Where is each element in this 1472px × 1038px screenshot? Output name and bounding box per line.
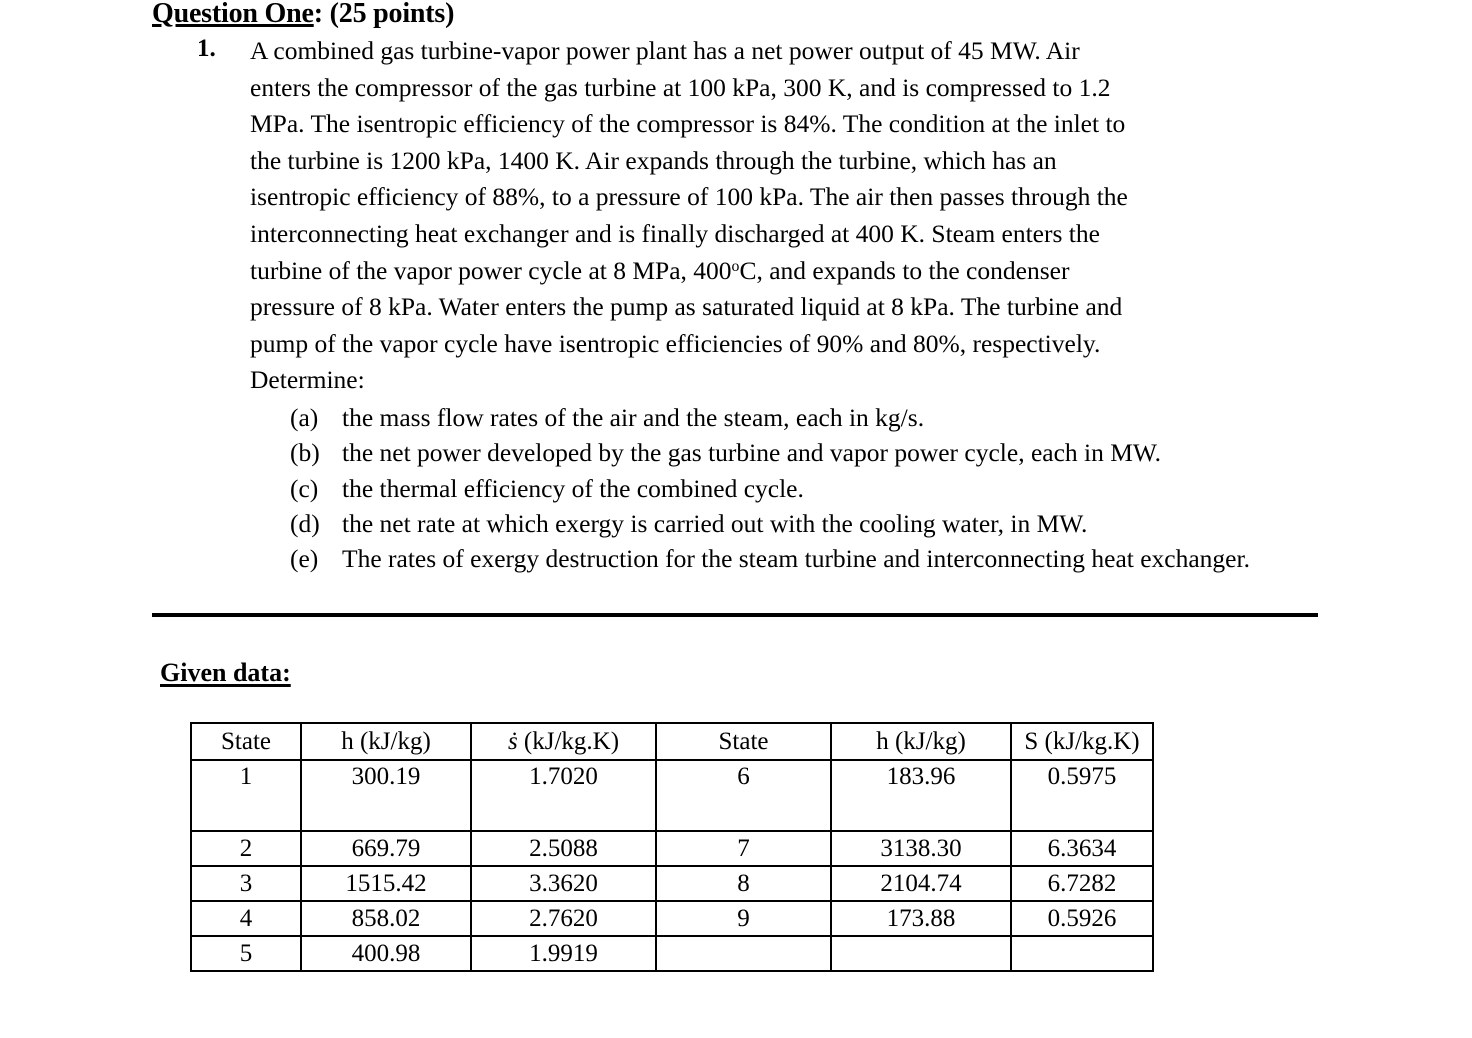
paragraph-line: enters the compressor of the gas turbine at 100 kPa, 300 K, and is compressed to 1.2 <box>250 72 1111 102</box>
given-data-table-wrapper <box>190 722 1154 972</box>
table-row <box>191 831 1153 866</box>
cell-state2 <box>656 936 831 971</box>
sub-question-c-marker: (c) <box>290 473 319 503</box>
cell-state2: 8 <box>656 866 831 901</box>
table-row <box>191 866 1153 901</box>
given-data-table <box>190 722 1154 972</box>
sub-question-b-text: the net power developed by the gas turbine and vapor power cycle, each in MW. <box>342 438 1162 468</box>
sub-question-a-marker: (a) <box>290 402 319 432</box>
th-entropy-left <box>471 723 656 760</box>
sub-question-list <box>290 400 1322 576</box>
cell-s2 <box>1011 936 1153 971</box>
problem-paragraph <box>250 33 1330 576</box>
paragraph-line: MPa. The isentropic efficiency of the compressor is 84%. The condition at the inlet to <box>250 109 1126 139</box>
cell-state2: 9 <box>656 901 831 936</box>
entropy-dot-symbol: ṡ <box>507 728 518 755</box>
cell-s: 1.9919 <box>471 936 656 971</box>
sub-question-c-text: the thermal efficiency of the combined cycle. <box>342 473 804 503</box>
cell-s2: 6.7282 <box>1011 866 1153 901</box>
sub-question-e-text: The rates of exergy destruction for the steam turbine and interconnecting heat exchanger. <box>342 544 1250 574</box>
cell-s2: 6.3634 <box>1011 831 1153 866</box>
paragraph-line-degree: turbine of the vapor power cycle at 8 MPa, 400$^o$C, and expands to the condenser <box>250 255 1070 285</box>
entropy-units: (kJ/kg.K) <box>517 728 620 755</box>
question-heading-underlined: Question One <box>152 0 314 29</box>
sub-question-a <box>290 400 1322 435</box>
paragraph-line-determine: Determine: <box>250 365 365 395</box>
table-row <box>191 936 1153 971</box>
sub-question-b-marker: (b) <box>290 438 320 468</box>
cell-s: 2.7620 <box>471 901 656 936</box>
cell-h2: 183.96 <box>831 760 1011 831</box>
cell-s2: 0.5926 <box>1011 901 1153 936</box>
sub-question-e-marker: (e) <box>290 544 319 574</box>
cell-s: 3.3620 <box>471 866 656 901</box>
cell-state: 3 <box>191 866 301 901</box>
sub-question-d <box>290 506 1322 541</box>
sub-question-a-text: the mass flow rates of the air and the steam, each in kg/s. <box>342 402 925 432</box>
cell-h: 300.19 <box>301 760 471 831</box>
cell-state: 4 <box>191 901 301 936</box>
table-row <box>191 901 1153 936</box>
sub-question-e <box>290 541 1322 576</box>
problem-block <box>197 33 1330 576</box>
th-enthalpy-left: h (kJ/kg) <box>301 723 471 760</box>
problem-number: 1. <box>197 35 216 62</box>
given-data-heading: Given data: <box>160 658 291 687</box>
cell-h: 1515.42 <box>301 866 471 901</box>
paragraph-line: pump of the vapor cycle have isentropic efficiencies of 90% and 80%, respectively. <box>250 328 1101 358</box>
table-header-row <box>191 723 1153 760</box>
cell-h: 669.79 <box>301 831 471 866</box>
degree-sign: o <box>731 257 740 275</box>
cell-state: 5 <box>191 936 301 971</box>
paragraph-line: interconnecting heat exchanger and is finally discharged at 400 K. Steam enters the <box>250 218 1100 248</box>
cell-state: 2 <box>191 831 301 866</box>
cell-h2: 173.88 <box>831 901 1011 936</box>
sub-question-c <box>290 471 1322 506</box>
cell-h2: 2104.74 <box>831 866 1011 901</box>
question-heading <box>152 0 454 30</box>
paragraph-line: isentropic efficiency of 88%, to a pressure of 100 kPa. The air then passes through the <box>250 182 1128 212</box>
cell-state2: 7 <box>656 831 831 866</box>
cell-s2: 0.5975 <box>1011 760 1153 831</box>
cell-h2 <box>831 936 1011 971</box>
table-row <box>191 760 1153 831</box>
cell-s: 2.5088 <box>471 831 656 866</box>
th-state-right: State <box>656 723 831 760</box>
paragraph-line: pressure of 8 kPa. Water enters the pump as saturated liquid at 8 kPa. The turbine and <box>250 292 1123 322</box>
paragraph-line: A combined gas turbine-vapor power plant has a net power output of 45 MW. Air <box>250 36 1080 65</box>
th-state-left: State <box>191 723 301 760</box>
cell-s: 1.7020 <box>471 760 656 831</box>
cell-h: 400.98 <box>301 936 471 971</box>
sub-question-d-marker: (d) <box>290 508 320 538</box>
sub-question-b <box>290 435 1322 470</box>
sub-question-d-text: the net rate at which exergy is carried out with the cooling water, in MW. <box>342 508 1088 538</box>
th-enthalpy-right: h (kJ/kg) <box>831 723 1011 760</box>
cell-h: 858.02 <box>301 901 471 936</box>
cell-state2: 6 <box>656 760 831 831</box>
cell-h2: 3138.30 <box>831 831 1011 866</box>
paragraph-line: the turbine is 1200 kPa, 1400 K. Air expands through the turbine, which has an <box>250 145 1057 175</box>
question-heading-points: : (25 points) <box>313 0 455 29</box>
cell-state: 1 <box>191 760 301 831</box>
th-entropy-right: S (kJ/kg.K) <box>1011 723 1153 760</box>
section-divider <box>152 613 1318 617</box>
